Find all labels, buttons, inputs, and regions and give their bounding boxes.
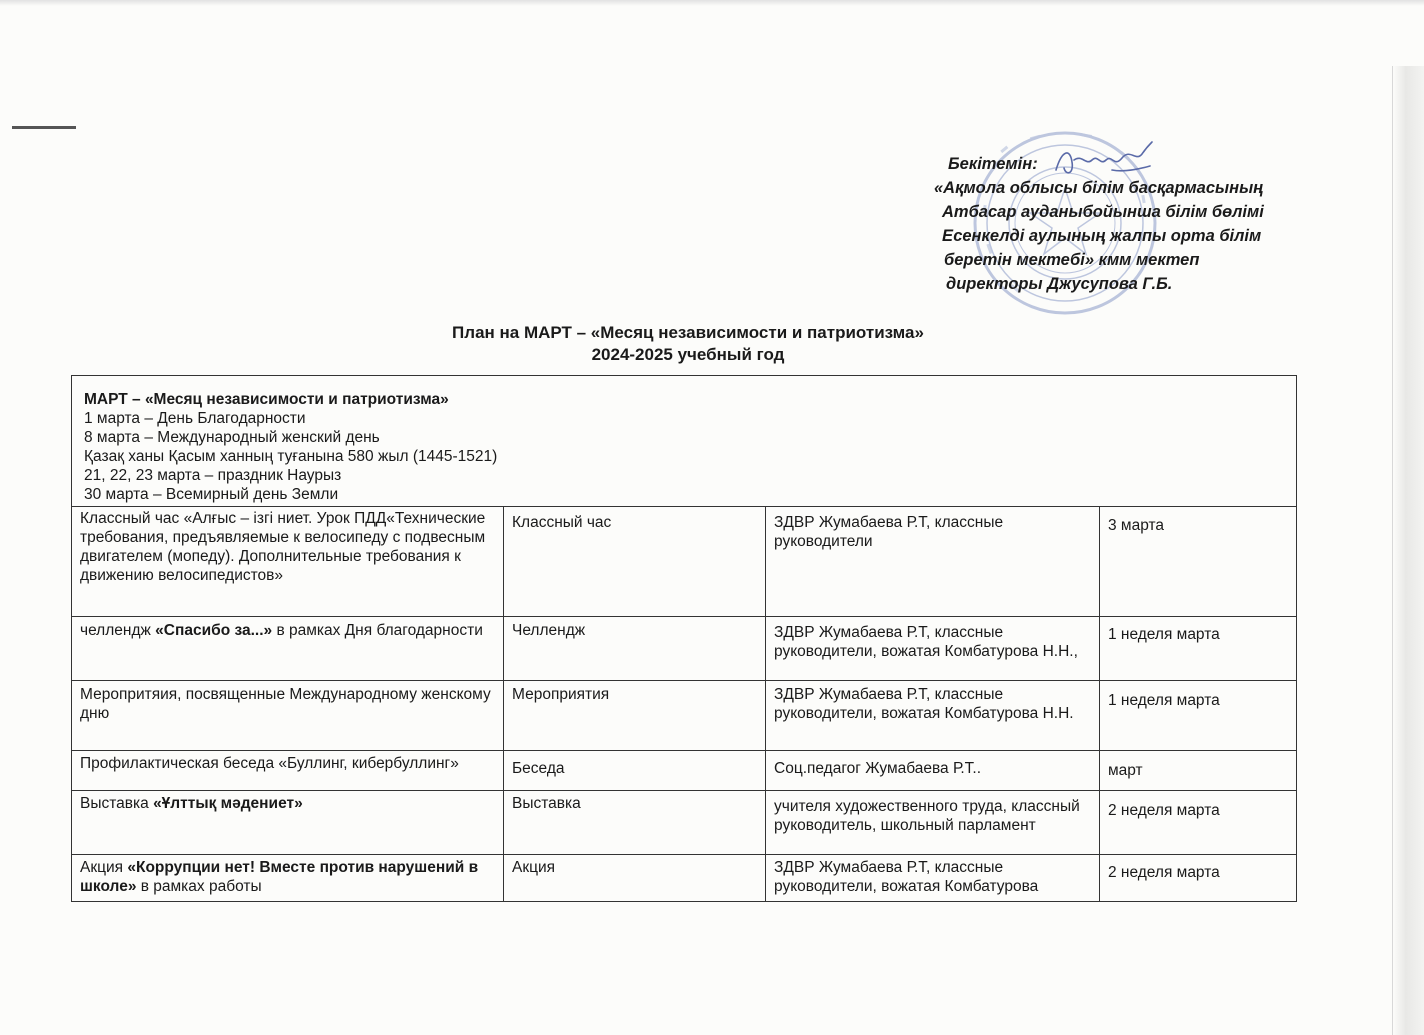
form-cell: Беседа (504, 751, 766, 791)
responsible-cell: ЗДВР Жумабаева Р.Т, классные руководители, вожатая Комбатурова Н.Н. (766, 681, 1100, 751)
form-cell: Челлендж (504, 617, 766, 681)
event-cell: Профилактическая беседа «Буллинг, кибербуллинг» (72, 751, 504, 791)
scan-right-edge (1392, 66, 1424, 1035)
event-highlight: «Спасибо за...» (155, 622, 273, 639)
event-highlight: «Ұлттық мәдениет» (153, 795, 303, 812)
event-text: Выставка (80, 795, 154, 812)
theme-line: 21, 22, 23 марта – праздник Наурыз (84, 467, 342, 484)
theme-line: Қазақ ханы Қасым ханның туғанына 580 жыл (1445-1521) (84, 448, 498, 465)
form-cell: Классный час (504, 507, 766, 617)
table-row (72, 617, 1297, 681)
table-row (72, 791, 1297, 855)
responsible-cell: ЗДВР Жумабаева Р.Т, классные руководители, вожатая Комбатурова (766, 855, 1100, 902)
date-cell: 2 неделя марта (1100, 855, 1297, 902)
event-cell: Классный час «Алғыс – ізгі ниет. Урок ПДД«Технические требования, предъявляемые к велосипеду с подвесным двигателем (мопеду). Дополнительные требования к движению велосипедистов» (72, 507, 504, 617)
form-cell: Акция (504, 855, 766, 902)
date-cell: март (1100, 751, 1297, 791)
approval-block (928, 152, 1348, 296)
form-cell: Мероприятия (504, 681, 766, 751)
responsible-cell: учителя художественного труда, классный руководитель, школьный парламент (766, 791, 1100, 855)
event-highlight: «Коррупции нет! Вместе против нарушений в школе» (80, 859, 479, 895)
date-cell: 3 марта (1100, 507, 1297, 617)
date-cell: 1 неделя марта (1100, 617, 1297, 681)
event-cell (72, 617, 504, 681)
approval-line: директоры Джусупова Г.Б. (946, 275, 1173, 293)
scan-top-edge (0, 0, 1424, 6)
table-row (72, 751, 1297, 791)
approval-line: «Ақмола облысы білім басқармасының (934, 179, 1264, 197)
event-cell (72, 791, 504, 855)
date-cell: 2 неделя марта (1100, 791, 1297, 855)
table-row (72, 681, 1297, 751)
plan-table (71, 375, 1297, 902)
theme-heading: МАРТ – «Месяц независимости и патриотизма» (84, 391, 449, 408)
scan-dash-mark (12, 126, 76, 129)
approval-line: Бекітемін: (948, 155, 1038, 173)
approval-line: Атбасар ауданыбойынша білім бөлімі (942, 203, 1264, 221)
approval-line: Есенкелді аулының жалпы орта білім (942, 227, 1262, 245)
theme-line: 30 марта – Всемирный день Земли (84, 486, 339, 503)
event-text: в рамках Дня благодарности (272, 622, 483, 639)
theme-cell (72, 376, 1297, 507)
form-cell: Выставка (504, 791, 766, 855)
event-text: Акция (80, 859, 128, 876)
event-cell: Меропритяия, посвященные Международному женскому дню (72, 681, 504, 751)
responsible-cell: ЗДВР Жумабаева Р.Т, классные руководители, вожатая Комбатурова Н.Н., (766, 617, 1100, 681)
theme-line: 1 марта – День Благодарности (84, 410, 306, 427)
event-text: в рамках работы (136, 878, 262, 895)
date-cell: 1 неделя марта (1100, 681, 1297, 751)
document-title (0, 322, 1376, 366)
responsible-cell: ЗДВР Жумабаева Р.Т, классные руководители (766, 507, 1100, 617)
event-cell (72, 855, 504, 902)
title-line: План на МАРТ – «Месяц независимости и патриотизма» (452, 323, 924, 342)
theme-row (72, 376, 1297, 507)
table-row (72, 507, 1297, 617)
event-text: челлендж (80, 622, 156, 639)
table-row (72, 855, 1297, 902)
responsible-cell: Соц.педагог Жумабаева Р.Т.. (766, 751, 1100, 791)
title-year: 2024-2025 учебный год (591, 345, 785, 364)
approval-line: беретін мектебі» кмм мектеп (944, 251, 1200, 269)
theme-line: 8 марта – Международный женский день (84, 429, 380, 446)
